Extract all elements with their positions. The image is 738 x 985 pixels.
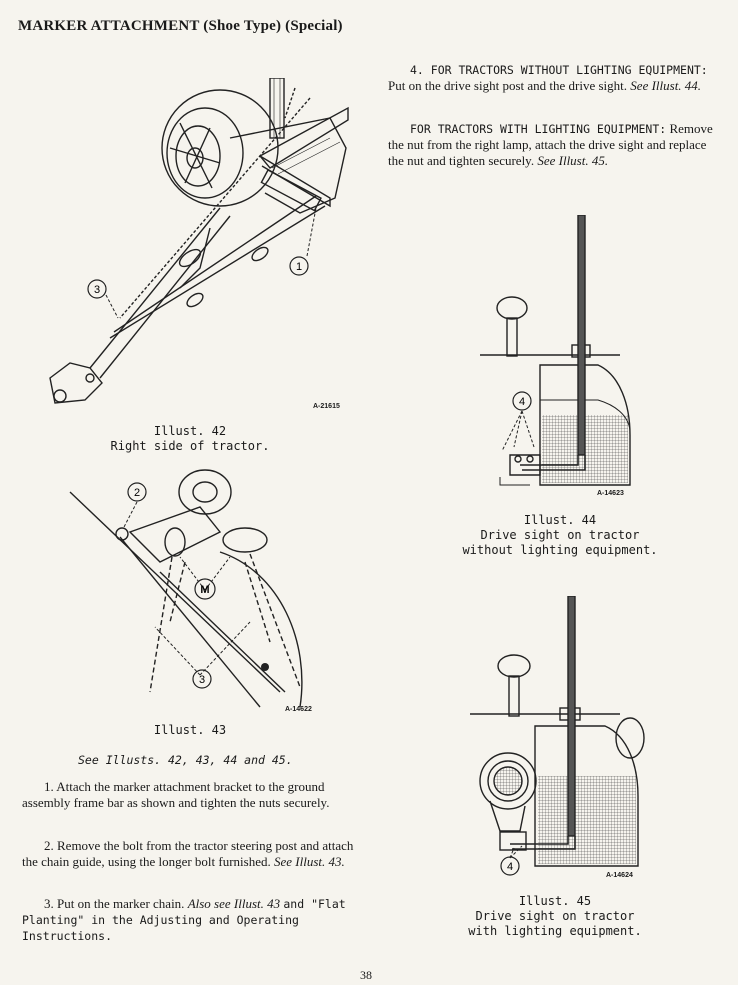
illust-44-label: Illust. 44 bbox=[523, 513, 597, 527]
step-3: 3. Put on the marker chain. Also see Illust. 43 and "Flat Planting" in the Adjusting and Operating Instructions. bbox=[22, 896, 346, 943]
illust-44-caption bbox=[440, 513, 680, 558]
illust-45-code: A-14624 bbox=[606, 872, 633, 879]
see-illusts-note: See Illusts. 42, 43, 44 and 45. bbox=[78, 753, 293, 767]
illust-43-drawing bbox=[60, 462, 320, 712]
illust-42-code: A-21615 bbox=[313, 403, 340, 410]
step-4b: FOR TRACTORS WITH LIGHTING EQUIPMENT: Remove the nut from the right lamp, attach the drive sight and replace the nut and tighten securely. See Illust. 45. bbox=[388, 121, 713, 168]
illust-43-code: A-14622 bbox=[285, 706, 312, 713]
illust-42-label: Illust. 42 bbox=[153, 424, 227, 438]
step-4: 4. FOR TRACTORS WITHOUT LIGHTING EQUIPMENT: Put on the drive sight post and the drive sight. See Illust. 44. bbox=[388, 63, 708, 93]
illust-45-drawing bbox=[470, 596, 650, 881]
illust-45-caption bbox=[435, 894, 675, 939]
illust-43-label: Illust. 43 bbox=[153, 723, 227, 737]
illust-42-caption bbox=[100, 424, 280, 454]
illust-45-callout-4: 4 bbox=[506, 861, 514, 873]
illust-42-drawing bbox=[30, 78, 350, 418]
illust-45-description-2: with lighting equipment. bbox=[468, 924, 642, 938]
page-number: 38 bbox=[360, 968, 372, 982]
illust-43-callout-3: 3 bbox=[198, 674, 206, 686]
step-1: 1. Attach the marker attachment bracket to the ground assembly frame bar as shown and tighten the nuts securely. bbox=[22, 779, 330, 810]
illust-44-code: A-14623 bbox=[597, 490, 624, 497]
illust-45-label: Illust. 45 bbox=[518, 894, 592, 908]
illust-45-description-1: Drive sight on tractor bbox=[475, 909, 635, 923]
illust-44-callout-4: 4 bbox=[518, 396, 526, 408]
illust-44-drawing bbox=[480, 215, 640, 500]
illust-43-caption bbox=[120, 723, 260, 738]
step-2: 2. Remove the bolt from the tractor steering post and attach the chain guide, using the longer bolt furnished. See Illust. 43. bbox=[22, 838, 354, 869]
page-title: MARKER ATTACHMENT (Shoe Type) (Special) bbox=[18, 18, 343, 34]
illust-44-description-1: Drive sight on tractor bbox=[480, 528, 640, 542]
illust-44-description-2: without lighting equipment. bbox=[462, 543, 658, 557]
illust-42-callout-3: 3 bbox=[93, 284, 101, 296]
illust-43-callout-2: 2 bbox=[133, 487, 141, 499]
illust-42-description: Right side of tractor. bbox=[110, 439, 270, 453]
illust-42-callout-1: 1 bbox=[295, 261, 303, 273]
illust-43-callout-m: M bbox=[200, 584, 210, 596]
